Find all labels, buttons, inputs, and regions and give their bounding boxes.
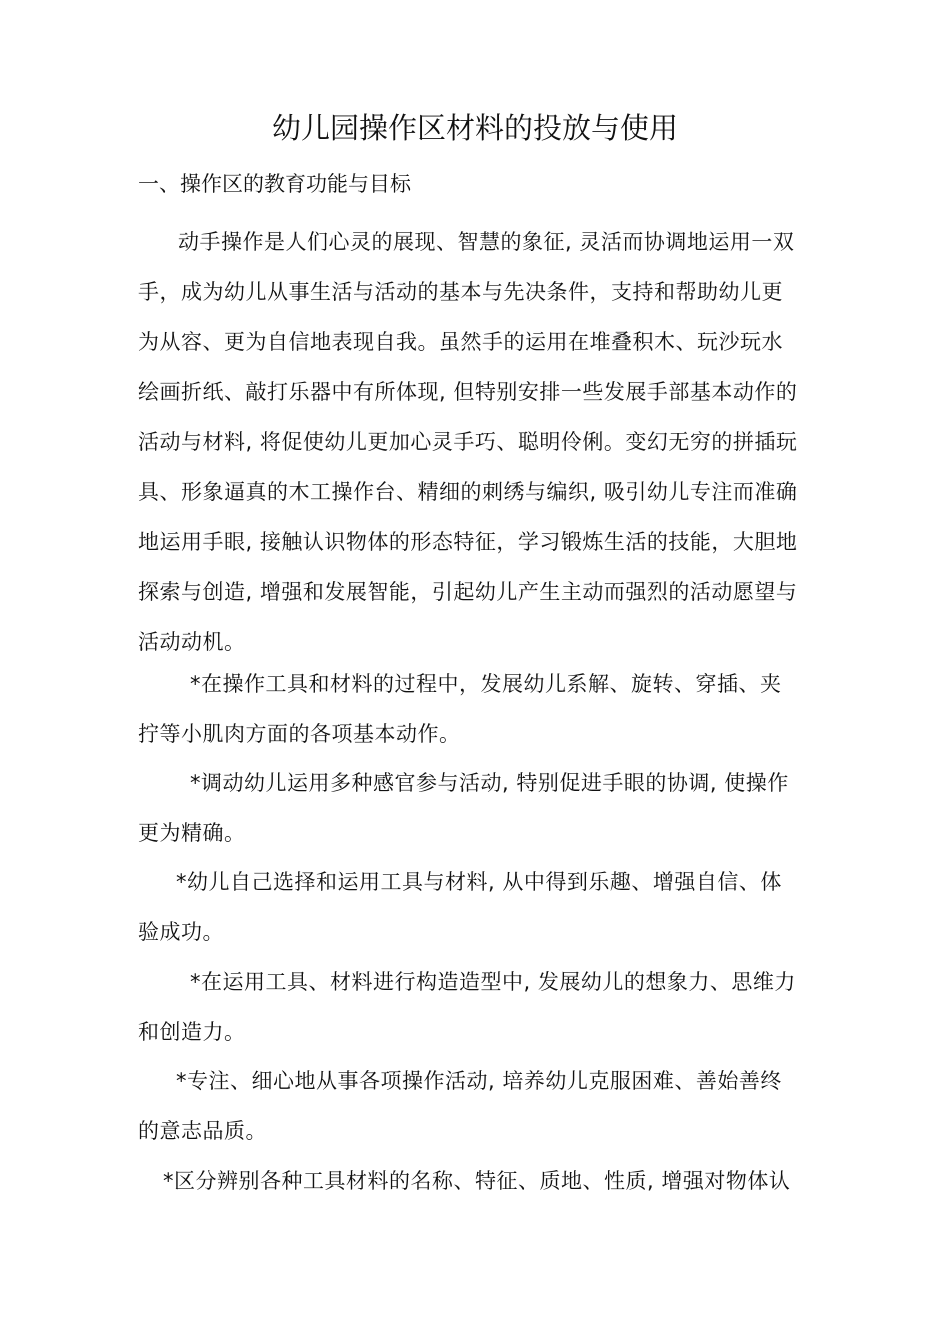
paragraph-line: 地运用手眼, 接触认识物体的形态特征，学习锻炼生活的技能，大胆地 — [138, 530, 798, 554]
section-heading: 一、操作区的教育功能与目标 — [138, 172, 411, 196]
goal-item — [138, 857, 820, 957]
goal-line: 验成功。 — [138, 920, 224, 944]
goal-item — [138, 1056, 820, 1156]
paragraph-line: 活动与材料, 将促使幼儿更加心灵手巧、聪明伶俐。变幻无穷的拼插玩 — [138, 430, 798, 454]
goal-item — [138, 1156, 820, 1206]
goal-line: *调动幼儿运用多种感官参与活动, 特别促进手眼的协调, 使操作 — [190, 771, 789, 795]
paragraph-line: 活动动机。 — [138, 630, 246, 654]
goal-line: *区分辨别各种工具材料的名称、特征、质地、性质, 增强对物体认 — [163, 1169, 791, 1193]
paragraph-intro — [138, 217, 820, 667]
goal-line: *在运用工具、材料进行构造造型中, 发展幼儿的想象力、思维力 — [190, 970, 796, 994]
goal-line: *在操作工具和材料的过程中，发展幼儿系解、旋转、穿插、夹 — [190, 672, 782, 696]
goal-line: *专注、细心地从事各项操作活动, 培养幼儿克服困难、善始善终 — [176, 1069, 782, 1093]
paragraph-line: 具、形象逼真的木工操作台、精细的刺绣与编织, 吸引幼儿专注而准确 — [138, 480, 798, 504]
goal-item — [138, 758, 820, 858]
goal-line: 更为精确。 — [138, 821, 246, 845]
goal-line: 拧等小肌肉方面的各项基本动作。 — [138, 722, 461, 746]
paragraph-line: 动手操作是人们心灵的展现、智慧的象征, 灵活而协调地运用一双 — [178, 230, 795, 254]
goal-line: *幼儿自己选择和运用工具与材料, 从中得到乐趣、增强自信、体 — [176, 870, 782, 894]
goal-line: 和创造力。 — [138, 1020, 246, 1044]
goal-line: 的意志品质。 — [138, 1119, 267, 1143]
paragraph-line: 为从容、更为自信地表现自我。虽然手的运用在堆叠积木、玩沙玩水 — [138, 330, 783, 354]
paragraph-line: 探索与创造, 增强和发展智能，引起幼儿产生主动而强烈的活动愿望与 — [138, 580, 798, 604]
goal-item — [138, 957, 820, 1057]
document-title: 幼儿园操作区材料的投放与使用 — [271, 111, 678, 145]
paragraph-line: 绘画折纸、敲打乐器中有所体现, 但特别安排一些发展手部基本动作的 — [138, 380, 798, 404]
goal-item — [138, 659, 820, 759]
paragraph-line: 手，成为幼儿从事生活与活动的基本与先决条件，支持和帮助幼儿更 — [138, 280, 783, 304]
